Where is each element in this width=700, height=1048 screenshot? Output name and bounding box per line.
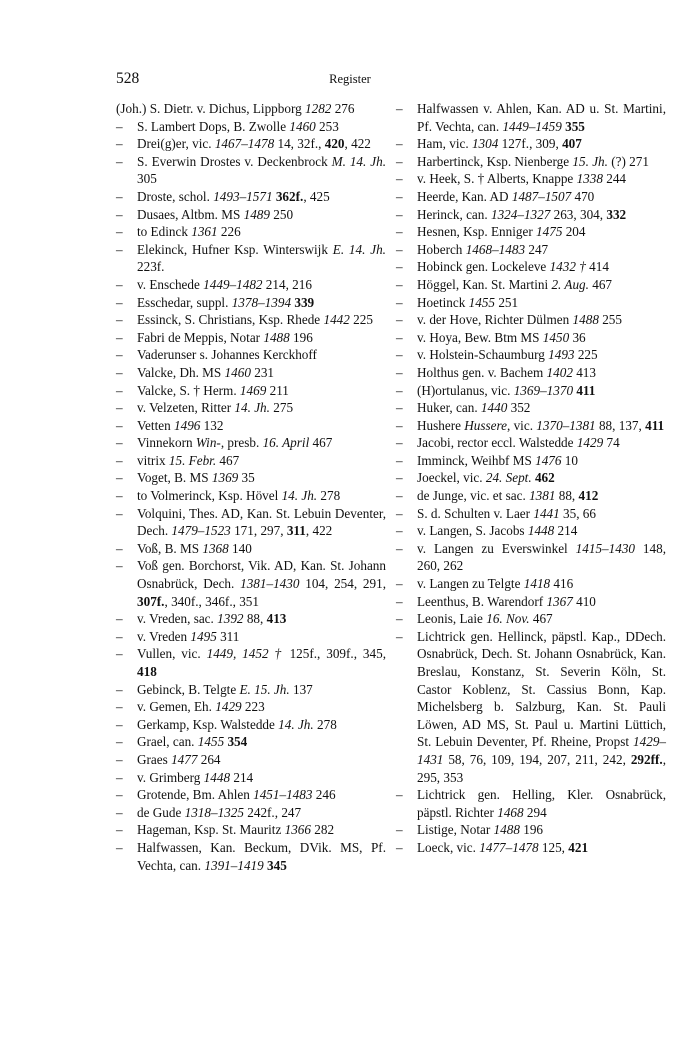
entry-text: 74 xyxy=(603,435,620,451)
entry-text: 204 xyxy=(562,224,586,240)
entry-text: Hoetinck xyxy=(417,294,469,310)
index-entry xyxy=(396,522,666,540)
index-entry xyxy=(396,329,666,347)
running-head: Register xyxy=(329,72,371,86)
entry-date: 1455 xyxy=(468,294,496,310)
index-entry xyxy=(116,153,386,188)
entry-text: v. Vreden, sac. xyxy=(137,611,218,627)
index-entry xyxy=(396,452,666,470)
entry-date: 1493–1571 xyxy=(213,188,273,204)
entry-text: , 422 xyxy=(344,136,371,152)
index-entry xyxy=(116,276,386,294)
entry-date: E. 15. Jh. xyxy=(239,681,290,697)
entry-date: 1469 xyxy=(239,382,267,398)
entry-date: 1338 xyxy=(576,171,603,187)
entry-text: vitrix xyxy=(137,452,169,468)
entry-text: 196 xyxy=(519,822,543,838)
entry-text: S. Lambert Dops, B. Zwolle xyxy=(137,118,290,134)
entry-date: 1282 xyxy=(305,101,332,116)
entry-date: 1402 xyxy=(546,364,573,380)
entry-date: 1429 xyxy=(576,435,604,451)
entry-text: v. Langen zu Telgte xyxy=(417,576,524,592)
entry-text: v. Enschede xyxy=(137,276,204,292)
entry-text: 352 xyxy=(507,400,531,416)
entry-date: 1415–1430 xyxy=(575,540,635,556)
index-entry xyxy=(116,100,386,118)
entry-text: Valcke, S. † Herm. xyxy=(137,382,240,398)
entry-text: Hushere xyxy=(417,417,465,433)
index-entry xyxy=(396,135,666,153)
entry-text: v. Velzeten, Ritter xyxy=(137,400,235,416)
entry-text: Listige, Notar xyxy=(417,822,494,838)
entry-main-page: 311 xyxy=(286,523,306,539)
entry-text: (?) 271 xyxy=(607,153,649,169)
entry-text: 467 xyxy=(588,276,613,292)
index-entry xyxy=(396,469,666,487)
index-entry xyxy=(396,206,666,224)
index-entry xyxy=(116,487,386,505)
entry-text: 196 xyxy=(289,329,313,345)
entry-text: Ham, vic. xyxy=(417,136,472,152)
entry-text: 125f., 309f., 345, xyxy=(283,646,386,662)
entry-main-page: 462 xyxy=(534,470,555,486)
entry-text: Imminck, Weihbf MS xyxy=(417,452,536,468)
entry-date: 15. Jh. xyxy=(572,153,608,169)
index-entry xyxy=(116,645,386,680)
entry-text: , presb. xyxy=(220,435,263,451)
entry-text: 470 xyxy=(571,188,595,204)
index-entry xyxy=(396,839,666,857)
entry-date: 1451–1483 xyxy=(253,787,313,803)
entry-main-page: 332 xyxy=(606,206,627,222)
index-entry xyxy=(116,610,386,628)
index-entry xyxy=(396,223,666,241)
entry-text: 88, xyxy=(243,611,267,627)
entry-date: 1418 xyxy=(523,576,551,592)
index-entry xyxy=(116,786,386,804)
entry-date: 1370–1381 xyxy=(536,417,596,433)
entry-text: 88, 137, xyxy=(595,417,646,433)
index-entry xyxy=(396,610,666,628)
entry-text: Joeckel, vic. xyxy=(417,470,486,486)
entry-date: 2. Aug. xyxy=(551,276,589,292)
entry-date: 24. Sept. xyxy=(485,470,532,486)
index-entry xyxy=(396,505,666,523)
index-entry xyxy=(116,206,386,224)
entry-date: 1366 xyxy=(284,822,311,838)
entry-text: 35, 66 xyxy=(559,505,596,521)
entry-text: v. Grimberg xyxy=(137,769,204,785)
entry-text: Huker, can. xyxy=(417,400,481,416)
entry-date: E. 14. Jh. xyxy=(332,241,386,257)
right-column xyxy=(396,100,666,857)
entry-text: Leonis, Laie xyxy=(417,611,487,627)
entry-date: 1475 xyxy=(536,224,563,240)
index-entry xyxy=(116,118,386,136)
index-entry xyxy=(116,346,386,364)
index-entry xyxy=(116,364,386,382)
entry-text: Hageman, Ksp. St. Mauritz xyxy=(137,822,285,838)
entry-text: 211 xyxy=(266,382,289,398)
entry-date: 16. April xyxy=(262,435,310,451)
entry-date: 1450 xyxy=(542,329,570,345)
entry-text: Vinnekorn xyxy=(137,435,196,451)
index-entry xyxy=(396,153,666,171)
index-entry xyxy=(396,276,666,294)
entry-main-page: 411 xyxy=(576,382,596,398)
entry-text: Vullen, vic. xyxy=(137,646,207,662)
index-entry xyxy=(396,628,666,786)
entry-text: 35 xyxy=(238,470,255,486)
entry-text: Halfwassen v. Ahlen, Kan. AD u. St. Martini, Pf. Vechta, can. xyxy=(417,101,666,134)
index-entry xyxy=(396,170,666,188)
index-entry xyxy=(116,804,386,822)
entry-main-page: 355 xyxy=(565,118,585,134)
entry-date: Hussere xyxy=(464,417,507,433)
entry-date: 1378–1394 xyxy=(231,294,292,310)
entry-text: 246 xyxy=(312,787,336,803)
index-entry xyxy=(396,364,666,382)
entry-text: 226 xyxy=(217,224,241,240)
entry-text: Fabri de Meppis, Notar xyxy=(137,329,264,345)
entry-text: , 340f., 346f., 351 xyxy=(164,593,259,609)
entry-text: 10 xyxy=(561,452,578,468)
index-entry xyxy=(396,399,666,417)
entry-main-page: 362f. xyxy=(275,188,304,204)
entry-text: de Junge, vic. et sac. xyxy=(417,488,530,504)
entry-text: Grotende, Bm. Ahlen xyxy=(137,787,254,803)
index-entry xyxy=(116,698,386,716)
entry-text: (Joh.) S. Dietr. v. Dichus, Lippborg xyxy=(116,101,306,116)
entry-text: Höggel, Kan. St. Martini xyxy=(417,276,552,292)
entry-text: v. Heek, S. † Alberts, Knappe xyxy=(417,171,577,187)
entry-text: 467 xyxy=(216,452,240,468)
entry-text: v. Langen, S. Jacobs xyxy=(417,523,528,539)
entry-text: , vic. xyxy=(506,417,537,433)
entry-text: 171, 297, xyxy=(230,523,287,539)
index-entry xyxy=(396,258,666,276)
index-entry xyxy=(116,188,386,206)
entry-date: 1449–1482 xyxy=(203,276,263,292)
entry-text: 127f., 309, xyxy=(498,136,563,152)
entry-date: 1488 xyxy=(263,329,290,345)
entry-main-page: 345 xyxy=(267,857,287,873)
entry-text: Grael, can. xyxy=(137,734,198,750)
entry-date: 1432 † xyxy=(549,259,586,275)
entry-date: 1381–1430 xyxy=(240,576,300,592)
entry-text: 244 xyxy=(602,171,627,187)
page-number: 528 xyxy=(116,70,140,87)
index-entry xyxy=(396,487,666,505)
entry-date: Win- xyxy=(195,435,221,451)
index-entry xyxy=(116,434,386,452)
entry-date: 1367 xyxy=(546,593,573,609)
entry-date: 1391–1419 xyxy=(204,857,264,873)
entry-date: 1476 xyxy=(535,452,562,468)
entry-text: S. d. Schulten v. Laer xyxy=(417,505,534,521)
entry-date: 1468–1483 xyxy=(465,241,526,257)
index-entry xyxy=(116,399,386,417)
entry-text: Elekinck, Hufner Ksp. Winterswijk xyxy=(137,241,333,257)
entry-text: 278 xyxy=(317,488,341,504)
index-entry xyxy=(116,417,386,435)
entry-text: Valcke, Dh. MS xyxy=(137,364,225,380)
entry-date: 1448 xyxy=(527,523,555,539)
entry-text: 104, 254, 291, xyxy=(299,576,387,592)
entry-text: de Gude xyxy=(137,804,185,820)
entry-main-page: 354 xyxy=(227,734,248,750)
entry-text: 275 xyxy=(269,400,294,416)
entry-text: 214, 216 xyxy=(262,276,312,292)
entry-date: 1448 xyxy=(203,769,231,785)
index-entry xyxy=(396,311,666,329)
entry-date: 1369–1370 xyxy=(513,382,574,398)
entry-text: 88, xyxy=(555,488,579,504)
entry-text: v. Hoya, Bew. Btm MS xyxy=(417,329,543,345)
entry-text: 247 xyxy=(525,241,549,257)
entry-text: 148, 260, 262 xyxy=(417,540,667,574)
entry-date: 1489 xyxy=(243,206,270,222)
entry-text: 467 xyxy=(309,435,333,451)
index-entry xyxy=(116,241,386,276)
entry-text: 251 xyxy=(495,294,519,310)
entry-date: 1493 xyxy=(548,347,575,363)
left-column xyxy=(116,100,386,874)
entry-text: Heerde, Kan. AD xyxy=(417,188,512,204)
entry-main-page: 421 xyxy=(568,839,589,855)
index-entry xyxy=(396,100,666,135)
index-entry xyxy=(116,733,386,751)
entry-text: Holthus gen. v. Bachem xyxy=(417,364,547,380)
entry-text: Gebinck, B. Telgte xyxy=(137,681,240,697)
entry-text: 58, 76, 109, 194, 207, 211, 242, xyxy=(443,751,631,767)
entry-text: v. der Hove, Richter Dülmen xyxy=(417,312,573,328)
entry-text: 137 xyxy=(289,681,313,697)
index-entry xyxy=(116,751,386,769)
entry-date: 1441 xyxy=(533,505,560,521)
entry-text: Voß, B. MS xyxy=(137,540,203,556)
index-entry xyxy=(396,241,666,259)
index-entry xyxy=(396,188,666,206)
entry-date: 1455 xyxy=(197,734,225,750)
index-entry xyxy=(116,135,386,153)
entry-date: 1381 xyxy=(529,488,556,504)
entry-text: (H)ortulanus, vic. xyxy=(417,382,514,398)
index-entry xyxy=(396,346,666,364)
entry-text: Lichtrick gen. Hellinck, päpstl. Kap., DDech. Osnabrück, Dech. St. Johann Osnabrück, Kan. Breslau, Konstanz, St. Severin Köln, St. Castor Koblenz, St. Cassius Bonn, Kap. Michelsberg b. Salzburg, Kan. St. Pauli Löwen, AD MS, St. Paul u. Martini Lüttich, St. Lebuin Deventer, Pf. Rheine, Propst xyxy=(417,628,666,750)
entry-date: 1324–1327 xyxy=(490,206,551,222)
entry-date: 1468 xyxy=(497,804,524,820)
entry-text: Gerkamp, Ksp. Walstedde xyxy=(137,716,279,732)
entry-text: 140 xyxy=(228,540,252,556)
index-entry xyxy=(116,452,386,470)
entry-text: 225 xyxy=(349,312,373,328)
entry-text: Lichtrick gen. Helling, Kler. Osnabrück, päpstl. Richter xyxy=(417,787,666,820)
entry-text: Hobinck gen. Lockeleve xyxy=(417,259,550,275)
entry-main-page: 420 xyxy=(324,136,345,152)
entry-text: v. Vreden xyxy=(137,628,191,644)
index-entry xyxy=(116,540,386,558)
entry-date: 1449, 1452 † xyxy=(206,646,284,662)
entry-main-page: 413 xyxy=(266,611,287,627)
entry-date: 15. Febr. xyxy=(168,452,217,468)
entry-text: 282 xyxy=(310,822,335,838)
entry-text: 214 xyxy=(230,769,254,785)
entry-text: 416 xyxy=(550,576,574,592)
entry-text: 225 xyxy=(574,347,598,363)
entry-text: 214 xyxy=(554,523,578,539)
entry-text: 223f. xyxy=(137,259,165,275)
entry-text: Jacobi, rector eccl. Walstedde xyxy=(417,435,577,451)
entry-text: Esschedar, suppl. xyxy=(137,294,232,310)
entry-text: Harbertinck, Ksp. Nienberge xyxy=(417,153,573,169)
entry-text: 223 xyxy=(241,699,265,715)
entry-date: 1460 xyxy=(289,118,316,134)
index-entry xyxy=(116,382,386,400)
entry-text: 413 xyxy=(572,364,596,380)
entry-date: 14. Jh. xyxy=(281,488,318,504)
index-entry xyxy=(396,294,666,312)
entry-date: 1442 xyxy=(323,312,350,328)
entry-date: 1440 xyxy=(480,400,508,416)
entry-text: , 422 xyxy=(305,523,333,539)
index-entry xyxy=(396,593,666,611)
entry-text: 263, 304, xyxy=(550,206,607,222)
entry-main-page: 418 xyxy=(137,664,157,679)
index-entry xyxy=(396,417,666,435)
entry-text: 132 xyxy=(200,417,224,433)
entry-date: 1460 xyxy=(224,364,251,380)
entry-text: Vetten xyxy=(137,417,174,433)
entry-text: 250 xyxy=(269,206,294,222)
index-entry xyxy=(116,769,386,787)
entry-text: 467 xyxy=(529,611,553,627)
entry-date: 1304 xyxy=(471,136,499,152)
index-entry xyxy=(396,540,666,575)
entry-text: 278 xyxy=(313,716,337,732)
entry-date: 1477 xyxy=(171,751,198,767)
entry-text: Vaderunser s. Johannes Kerckhoff xyxy=(137,347,317,363)
entry-main-page: 339 xyxy=(294,294,315,310)
entry-text: 125, xyxy=(538,839,569,855)
entry-text: 242f., 247 xyxy=(243,804,302,820)
entry-main-page: 292ff. xyxy=(630,751,663,767)
entry-text: , 295, 353 xyxy=(417,751,666,785)
entry-main-page: 411 xyxy=(645,417,665,433)
entry-date: 1368 xyxy=(202,540,229,556)
entry-text: 14, 32f., xyxy=(274,136,325,152)
entry-main-page: 407 xyxy=(562,136,582,152)
entry-date: 1369 xyxy=(211,470,239,486)
entry-main-page: 307f. xyxy=(137,593,165,609)
entry-date: 1488 xyxy=(493,822,520,838)
index-entry xyxy=(396,786,666,821)
index-entry xyxy=(116,628,386,646)
entry-date: 1488 xyxy=(572,312,599,328)
entry-text: Drei(g)er, vic. xyxy=(137,136,215,152)
entry-date: 1487–1507 xyxy=(511,188,572,204)
entry-text: 305 xyxy=(137,171,157,187)
index-entry xyxy=(116,821,386,839)
entry-text: 36 xyxy=(569,329,586,345)
entry-text: 255 xyxy=(598,312,622,328)
entry-text: 311 xyxy=(216,628,240,644)
entry-text: Essinck, S. Christians, Ksp. Rhede xyxy=(137,312,324,328)
entry-text: v. Gemen, Eh. xyxy=(137,699,216,715)
entry-text: 253 xyxy=(315,118,339,134)
entry-text: 410 xyxy=(572,593,596,609)
entry-text: 294 xyxy=(523,804,547,820)
index-entry xyxy=(396,382,666,400)
entry-text: Voß gen. Borchorst, Vik. AD, Kan. St. Johann Osnabrück, Dech. xyxy=(137,558,386,592)
entry-text: , 425 xyxy=(303,188,330,204)
entry-date: 1495 xyxy=(190,628,217,644)
index-entry xyxy=(116,839,386,874)
index-entry xyxy=(116,681,386,699)
entry-main-page: 412 xyxy=(578,488,599,504)
entry-date: 1429 xyxy=(215,699,242,715)
entry-date: 14. Jh. xyxy=(278,716,314,732)
index-entry xyxy=(116,294,386,312)
index-entry xyxy=(116,505,386,540)
entry-date: 1479–1523 xyxy=(171,523,231,539)
entry-date: 1429–1431 xyxy=(417,734,666,767)
entry-date: 1318–1325 xyxy=(184,804,244,820)
index-entry xyxy=(116,311,386,329)
entry-date: 1361 xyxy=(191,224,218,240)
index-entry xyxy=(396,821,666,839)
entry-date: 14. Jh. xyxy=(234,400,270,416)
entry-text: Leenthus, B. Warendorf xyxy=(417,593,547,609)
entry-text: v. Holstein-Schaumburg xyxy=(417,347,549,363)
index-entry xyxy=(116,223,386,241)
index-entry xyxy=(396,575,666,593)
entry-text: S. Everwin Drostes v. Deckenbrock xyxy=(137,153,332,169)
index-entry xyxy=(116,557,386,610)
entry-text: Loeck, vic. xyxy=(417,839,480,855)
entry-text: 414 xyxy=(585,259,609,275)
entry-text: to Edinck xyxy=(137,224,192,240)
index-entry xyxy=(396,434,666,452)
entry-text: 276 xyxy=(331,101,355,116)
entry-date: 16. Nov. xyxy=(486,611,530,627)
entry-text: Graes xyxy=(137,751,172,767)
entry-text: Droste, schol. xyxy=(137,188,214,204)
entry-text: Voget, B. MS xyxy=(137,470,212,486)
entry-text: 231 xyxy=(250,364,274,380)
entry-text: Volquini, Thes. AD, Kan. St. Lebuin Deventer, Dech. xyxy=(137,505,386,539)
entry-text: v. Langen zu Everswinkel xyxy=(417,540,576,556)
index-entry xyxy=(116,716,386,734)
entry-date: 1392 xyxy=(217,611,244,627)
entry-text: Halfwassen, Kan. Beckum, DVik. MS, Pf. Vechta, can. xyxy=(137,839,386,873)
entry-text: 264 xyxy=(197,751,221,767)
index-entry xyxy=(116,469,386,487)
entry-date: 1449–1459 xyxy=(502,118,562,134)
entry-text: Herinck, can. xyxy=(417,206,491,222)
entry-date: 1477–1478 xyxy=(479,839,539,855)
entry-date: 1496 xyxy=(174,417,201,433)
entry-text: to Volmerinck, Ksp. Hövel xyxy=(137,488,282,504)
entry-text: Dusaes, Altbm. MS xyxy=(137,206,244,222)
index-entry xyxy=(116,329,386,347)
entry-date: M. 14. Jh. xyxy=(331,153,386,169)
entry-date: 1467–1478 xyxy=(214,136,275,152)
entry-text: Hoberch xyxy=(417,241,466,257)
entry-text: Hesnen, Ksp. Enniger xyxy=(417,224,537,240)
